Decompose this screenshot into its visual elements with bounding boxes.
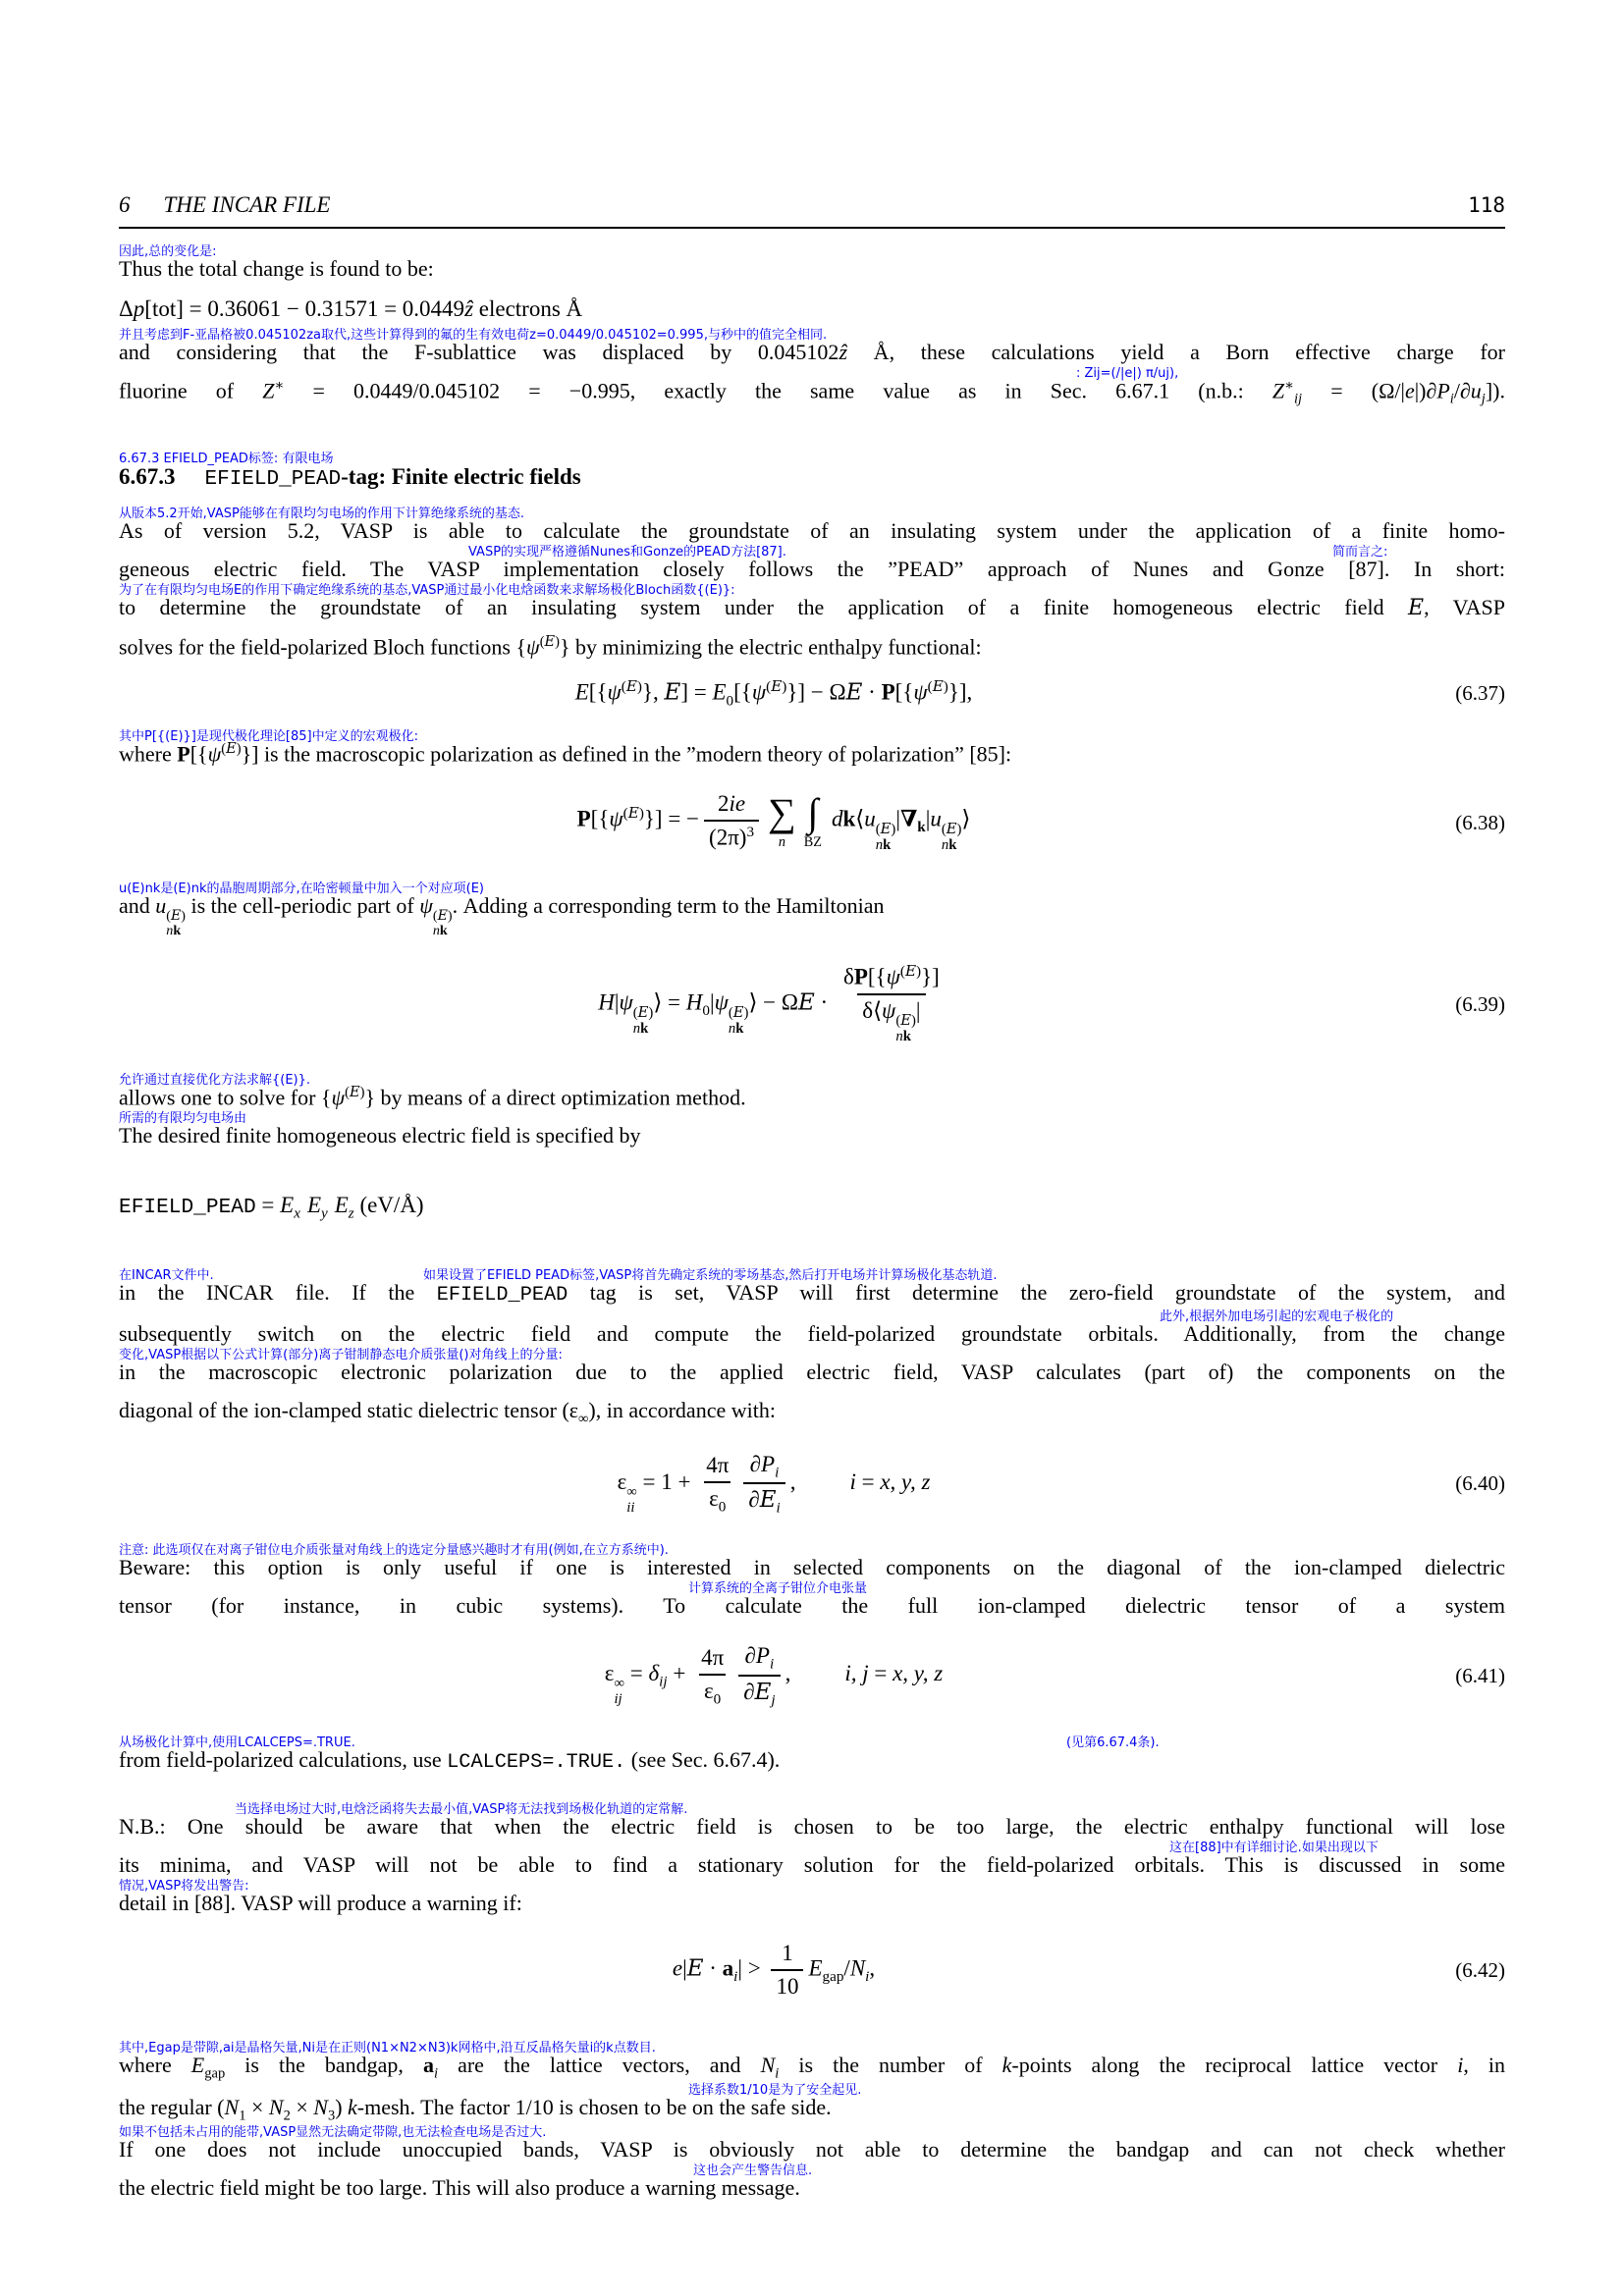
line-text: where $E_{gap}$ is the bandgap, $a_i$ are the lattice vectors, and $N_i$ is the number of k-points along the reciprocal lattice vector i, in xyxy=(119,2053,1505,2082)
cn-annotation: 变化,VASP根据以下公式计算(部分)离子钳制静态电介质张量()对角线上的分量: xyxy=(119,1347,563,1362)
annotation-row xyxy=(119,1346,1505,1361)
cn-annotation: 情况,VASP将发出警告: xyxy=(119,1879,249,1895)
equation-delta-p: Δp[tot] = 0.36061 − 0.31571 = 0.0449ẑ electrons Å xyxy=(119,296,583,321)
annotation-row xyxy=(119,450,1505,467)
equation-row xyxy=(119,1452,1505,1517)
line-text: where $P[\{\psi^{(E)}\}]$ is the macroscopic polarization as defined in the ”modern theory of polarization” [85]: xyxy=(119,741,1012,767)
paragraph-line xyxy=(119,2039,1505,2081)
cn-annotation: 在INCAR文件中. xyxy=(119,1267,214,1283)
cn-annotation: 所需的有限均匀电场由 xyxy=(119,1110,247,1126)
line-text: subsequently switch on the electric field and compute the field-polarized groundstate orbitals. Additionally, from the change xyxy=(119,1320,1505,1346)
cn-annotation: 当选择电场过大时,电焓泛函将失去最小值,VASP将无法找到场极化轨道的定常解. xyxy=(235,1802,688,1818)
equation-6-42: $e|E \cdot a_i|$ > $\frac{1}{10}$ $E_{gap}/N_i$, xyxy=(672,1941,876,2000)
line-text: The desired finite homogeneous electric field is specified by xyxy=(119,1122,641,1148)
section-title-rest: -tag: Finite electric fields xyxy=(341,464,581,490)
line-text: the electric field might be too large. This will also produce a warning message. xyxy=(119,2175,800,2201)
running-title xyxy=(119,192,330,218)
cn-annotation: 这在[88]中有详细讨论.如果出现以下 xyxy=(1169,1841,1379,1856)
spacer xyxy=(119,1775,1505,1800)
annotation-row xyxy=(119,326,1505,341)
equation-6-39: H|ψ (E) nk ⟩ = $H_0|\psi$ (E) nk ⟩ − ΩE · $\delta P[\{\psi^{(E)}\}]$ δ⟨ψ (E) nk | xyxy=(598,962,940,1044)
spacer xyxy=(119,2025,1505,2039)
paragraph-line xyxy=(119,1877,1505,1915)
annotation-row xyxy=(119,1541,1505,1559)
equation-row xyxy=(119,1643,1505,1708)
paragraph-line xyxy=(119,543,1505,581)
annotation-row xyxy=(119,620,1505,635)
equation-number: (6.37) xyxy=(1455,680,1505,705)
section-tag-name: EFIELD_PEAD xyxy=(204,468,342,492)
cn-annotation: 允许通过直接优化方法求解{(E)}. xyxy=(119,1072,311,1088)
page-body xyxy=(0,229,1623,2200)
paragraph-line xyxy=(119,727,1505,766)
line-text: tensor (for instance, in cubic systems). To calculate the full ion-clamped dielectric tensor of a system xyxy=(119,1593,1505,1619)
line-text: and considering that the F-sublattice was displaced by 0.045102ẑ Å, these calculations yield a Born effective charge for xyxy=(119,340,1506,364)
annotation-row xyxy=(119,1384,1505,1399)
cn-annotation: 为了在有限均匀电场E的作用下确定绝缘系统的基态,VASP通过最小化电焓函数来求解场极化Bloch函数{(E)}: xyxy=(119,583,735,599)
paragraph-line xyxy=(119,1734,1505,1775)
annotation-row xyxy=(119,581,1505,599)
line-text: geneous electric field. The VASP implementation closely follows the ”PEAD” approach of Nunes and Gonze [87]. In short: xyxy=(119,557,1505,582)
line-text: Beware: this option is only useful if one is interested in selected components on the diagonal of the ion-clamped dielectric xyxy=(119,1555,1505,1580)
line-text: and u (E) nk is the cell-periodic part of ψ (E) nk . Adding a corresponding term to the Hamiltonian xyxy=(119,892,885,938)
chapter-title: THE INCAR FILE xyxy=(163,192,331,217)
cn-annotation: 如果不包括未占用的能带,VASP显然无法确定带隙,也无法检查电场是否过大. xyxy=(119,2125,547,2141)
cn-annotation: u(E)nk是(E)nk的晶胞周期部分,在哈密顿量中加入一个对应项(E) xyxy=(119,881,484,896)
paragraph-line xyxy=(119,1346,1505,1384)
efield-pead-specification: EFIELD_PEAD = $E_x$ $E_y$ $E_z$ (eV/Å) xyxy=(119,1192,424,1222)
cn-annotation: 其中P[{(E)}]是现代极化理论[85]中定义的宏观极化: xyxy=(119,729,418,744)
cn-annotation: 简而言之: xyxy=(1332,545,1388,561)
paragraph-line xyxy=(119,326,1505,364)
cn-annotation: 因此,总的变化是: xyxy=(119,244,217,259)
equation-6-38: $P[\{\psi^{(E)}\}]$ = − $\frac{2ie}{(2\pi)^3}$ ∑ n ∫ BZ dk⟨u (E) nk $|\nabla_k|u$ (E) nk ⟩ xyxy=(576,790,971,853)
equation-row xyxy=(119,296,1505,322)
line-text: detail in [88]. VASP will produce a warning if: xyxy=(119,1891,522,1916)
paragraph-line xyxy=(119,880,1505,938)
equation-row xyxy=(119,1193,1505,1221)
cn-annotation: : Zij=(/|e|) π/uj), xyxy=(1076,366,1179,381)
annotation-row xyxy=(119,364,1505,379)
spacer xyxy=(119,491,1505,505)
paragraph-line xyxy=(119,1839,1505,1877)
chapter-number: 6 xyxy=(119,192,131,217)
line-text: the regular $(N_1 \times N_2 \times N_3)$ k-mesh. The factor 1/10 is chosen to be on the safe side. xyxy=(119,2095,832,2124)
paragraph-line xyxy=(119,1266,1505,1308)
equation-6-37: $E[\{\psi^{(E)}\}$, $E] = E_0[\{\psi^{(E)}\}] - \Omega E \cdot P[\{\psi^{(E)}\}]$, xyxy=(574,676,973,709)
paragraph-line xyxy=(119,1384,1505,1426)
line-text: If one does not include unoccupied bands, VASP is obviously not able to determine the bandgap and can not check whether xyxy=(119,2137,1505,2163)
equation-number: (6.40) xyxy=(1455,1471,1505,1495)
paragraph-line xyxy=(119,2162,1505,2200)
cn-annotation: 这也会产生警告信息. xyxy=(693,2163,813,2179)
equation-6-41: ε ∞ ij = $\delta_{ij}$ + $\frac{4\pi}{\varepsilon_0}$ $\frac{\partial P_i}{\partial E_j}$ , i, j = x, y, z xyxy=(604,1643,944,1709)
line-text: As of version 5.2, VASP is able to calculate the groundstate of an insulating system under the application of a finite homo- xyxy=(119,518,1505,544)
annotation-row xyxy=(119,1308,1505,1322)
annotation-row xyxy=(119,543,1505,561)
cn-annotation: 如果设置了EFIELD PEAD标签,VASP将首先确定系统的零场基态,然后打开电场并计算场极化基态轨道. xyxy=(423,1267,998,1283)
spacer xyxy=(119,406,1505,450)
cn-annotation: 并且考虑到F-亚晶格被0.045102za取代,这些计算得到的氟的生有效电荷z=0.0449/0.045102=0.995,与秒中的值完全相同. xyxy=(119,328,828,343)
equation-row xyxy=(119,676,1505,709)
line-text: from field-polarized calculations, use LCALCEPS=.TRUE. (see Sec. 6.67.4). xyxy=(119,1747,781,1775)
page-header xyxy=(119,192,1505,229)
annotation-row xyxy=(119,1109,1505,1124)
section-heading-block xyxy=(119,450,1505,491)
line-text: N.B.: One should be aware that when the electric field is chosen to be too large, the electric enthalpy functional will lose xyxy=(119,1814,1505,1840)
equation-row xyxy=(119,1941,1505,2000)
annotation-row xyxy=(119,880,1505,894)
paragraph-line xyxy=(119,2123,1505,2162)
cn-annotation: 其中,Egap是带隙,ai是晶格矢量,Ni是在正则(N1×N2×N3)k网格中,沿互反晶格矢量i的k点数目. xyxy=(119,2041,656,2056)
annotation-row xyxy=(119,505,1505,522)
annotation-row xyxy=(119,1579,1505,1597)
annotation-row xyxy=(119,2162,1505,2179)
annotation-row xyxy=(119,1266,1505,1281)
line-text: solves for the field-polarized Bloch functions $\{\psi^{(E)}\}$ by minimizing the electric enthalpy functional: xyxy=(119,634,982,660)
section-number: 6.67.3 xyxy=(119,464,176,490)
line-text: in the INCAR file. If the EFIELD_PEAD tag is set, VASP will first determine the zero-field groundstate of the system, and xyxy=(119,1279,1505,1307)
paragraph-line xyxy=(119,620,1505,659)
annotation-row xyxy=(119,2123,1505,2141)
equation-row xyxy=(119,791,1505,853)
page-number: 118 xyxy=(1468,193,1505,217)
annotation-row xyxy=(119,1734,1505,1751)
equation-number: (6.42) xyxy=(1455,1957,1505,1982)
line-text: its minima, and VASP will not be able to find a stationary solution for the field-polarized orbitals. This is discussed in some xyxy=(119,1852,1505,1878)
cn-annotation: VASP的实现严格遵循Nunes和Gonze的PEAD方法[87]. xyxy=(468,545,786,561)
paragraph-line xyxy=(119,2081,1505,2123)
paragraph-line xyxy=(119,1800,1505,1839)
equation-row xyxy=(119,964,1505,1044)
paragraph-line xyxy=(119,1071,1505,1109)
paragraph-line xyxy=(119,1541,1505,1579)
cn-annotation: 从版本5.2开始,VASP能够在有限均匀电场的作用下计算绝缘系统的基态. xyxy=(119,507,524,522)
section-heading xyxy=(119,464,1505,491)
paragraph-line xyxy=(119,1579,1505,1618)
spacer xyxy=(119,1241,1505,1266)
equation-number: (6.41) xyxy=(1455,1663,1505,1687)
annotation-row xyxy=(119,242,1505,257)
line-text: in the macroscopic electronic polarization due to the applied electric field, VASP calculates (part of) the components on the xyxy=(119,1359,1505,1384)
cn-annotation: 此外,根据外加电场引起的宏观电子极化的 xyxy=(1160,1308,1394,1324)
equation-number: (6.39) xyxy=(1455,991,1505,1016)
line-text: to determine the groundstate of an insulating system under the application of a finite homogeneous electric field E, VASP xyxy=(119,595,1506,621)
cn-annotation: 计算系统的全离子钳位介电张量 xyxy=(688,1581,868,1597)
annotation-row xyxy=(119,1800,1505,1818)
paragraph-line xyxy=(119,581,1505,620)
equation-6-40: ε ∞ ii = 1 + $\frac{4\pi}{\varepsilon_0}$ $\frac{\partial P_i}{\partial E_i}$ , i = x, y, z xyxy=(617,1451,931,1517)
cn-annotation: 从场极化计算中,使用LCALCEPS=.TRUE. xyxy=(119,1735,355,1751)
line-text: fluorine of Z∗ = 0.0449/0.045102 = −0.995, exactly the same value as in Sec. 6.67.1 (n.b.: $Z^∗_{ij} = (\Omega/|e|)\partial P_i/\partial u_j$]). xyxy=(119,378,1505,407)
paragraph-line xyxy=(119,364,1505,406)
annotation-row xyxy=(119,1839,1505,1856)
line-text: Thus the total change is found to be: xyxy=(119,256,434,281)
annotation-row xyxy=(119,2081,1505,2099)
paragraph-line xyxy=(119,242,1505,281)
paragraph-line xyxy=(119,1308,1505,1346)
cn-annotation: 注意: 此选项仅在对离子钳位电介质张量对角线上的选定分量感兴趣时才有用(例如,在立方系统中). xyxy=(119,1543,669,1559)
paragraph-line xyxy=(119,505,1505,543)
spacer xyxy=(119,1148,1505,1173)
cn-annotation: 选择系数1/10是为了安全起见. xyxy=(688,2083,862,2099)
cn-annotation: (见第6.67.4条). xyxy=(1066,1735,1160,1751)
line-text: allows one to solve for $\{\psi^{(E)}\}$ by means of a direct optimization method. xyxy=(119,1084,746,1109)
paragraph-line xyxy=(119,1109,1505,1148)
cn-annotation: 6.67.3 EFIELD_PEAD标签: 有限电场 xyxy=(119,452,334,467)
annotation-row xyxy=(119,1877,1505,1895)
annotation-row xyxy=(119,2039,1505,2054)
line-text: diagonal of the ion-clamped static dielectric tensor $(\varepsilon_\infty)$, in accordance with: xyxy=(119,1397,776,1427)
annotation-row xyxy=(119,727,1505,742)
annotation-row xyxy=(119,1071,1505,1086)
equation-number: (6.38) xyxy=(1455,810,1505,834)
